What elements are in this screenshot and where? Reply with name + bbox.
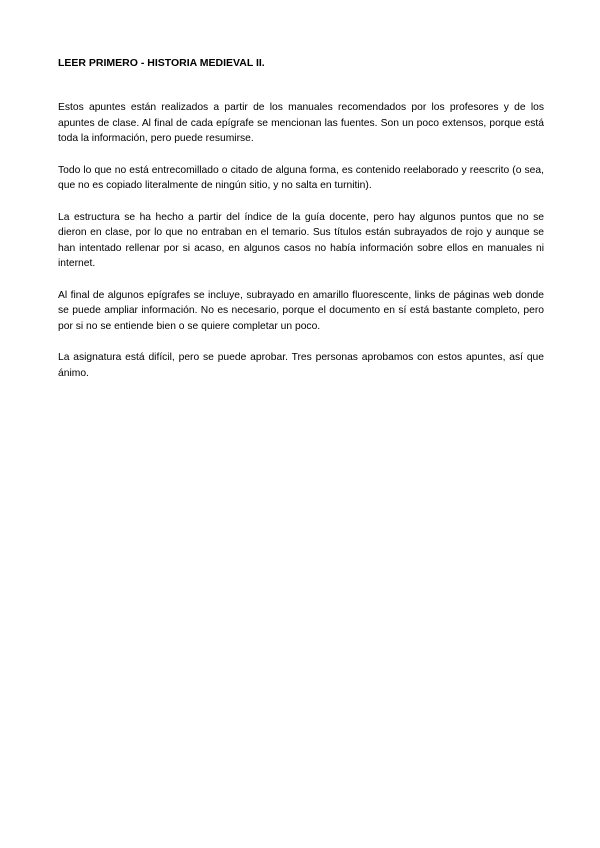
paragraph-sources: Estos apuntes están realizados a partir de los manuales recomendados por los profesores y de los apuntes de clase. Al final de cada epígrafe se mencionan las fuentes. Son un poco extensos, porque está toda la información, pero puede resumirse. [58,102,544,144]
document-body [58,100,544,397]
paragraph-originality: Todo lo que no está entrecomillado o citado de alguna forma, es contenido reelaborado y reescrito (o sea, que no es copiado literalmente de ningún sitio, y no salta en turnitin). [58,164,544,191]
page-title: LEER PRIMERO - HISTORIA MEDIEVAL II. [58,57,265,69]
paragraph-encouragement: La asignatura está difícil, pero se puede aprobar. Tres personas aprobamos con estos apuntes, así que ánimo. [58,352,544,379]
paragraph-links: Al final de algunos epígrafes se incluye, subrayado en amarillo fluorescente, links de páginas web donde se puede ampliar información. No es necesario, porque el documento en sí está bastante completo, pero por si no se entiende bien o se quiere completar un poco. [58,289,544,332]
paragraph-structure: La estructura se ha hecho a partir del índice de la guía docente, pero hay algunos puntos que no se dieron en clase, por lo que no entraban en el temario. Sus títulos están subrayados de rojo y aunque se han intentado rellenar por si acaso, en algunos casos no había información sobre ellos en manuales ni internet. [58,211,544,269]
